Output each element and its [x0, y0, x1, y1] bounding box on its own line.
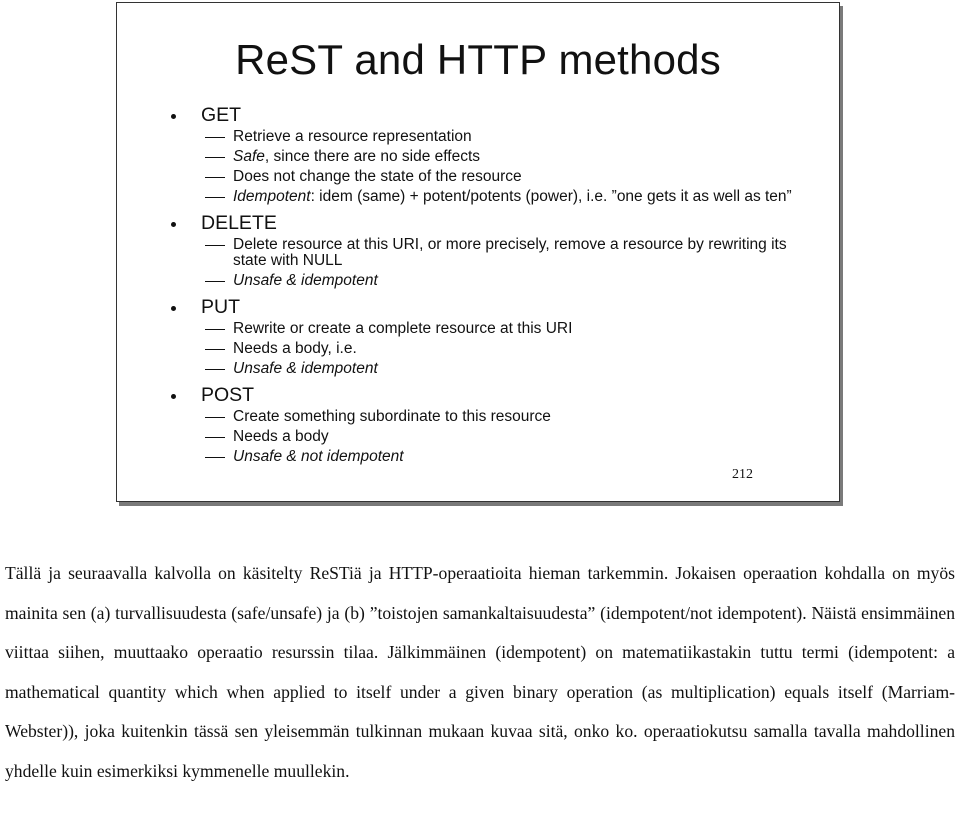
method-details — [169, 319, 819, 379]
method-put — [169, 295, 819, 379]
method-details — [169, 127, 819, 207]
method-get — [169, 103, 819, 207]
method-heading: PUT — [169, 295, 819, 319]
safe-term: Safe — [233, 148, 265, 165]
detail-item: Needs a body — [169, 427, 819, 447]
method-heading: DELETE — [169, 211, 819, 235]
method-list — [169, 99, 819, 467]
detail-item: Unsafe & idempotent — [169, 271, 819, 291]
idempotent-explanation: : idem (same) + potent/potents (power), i.e. ”one gets it as well as ten” — [310, 188, 792, 205]
detail-item: Does not change the state of the resource — [169, 167, 819, 187]
method-details — [169, 235, 819, 291]
detail-item: Delete resource at this URI, or more precisely, remove a resource by rewriting its state with NULL — [169, 235, 819, 271]
slide-number: 212 — [732, 467, 753, 482]
slide-frame — [116, 2, 840, 502]
method-details — [169, 407, 819, 467]
idempotent-term: Idempotent — [233, 188, 311, 205]
detail-item: Rewrite or create a complete resource at this URI — [169, 319, 819, 339]
detail-item: Retrieve a resource representation — [169, 127, 819, 147]
detail-item — [169, 147, 819, 167]
detail-item: Needs a body, i.e. — [169, 339, 819, 359]
method-delete — [169, 211, 819, 291]
method-post — [169, 383, 819, 467]
detail-item: Unsafe & not idempotent — [169, 447, 819, 467]
commentary-paragraph: Tällä ja seuraavalla kalvolla on käsitelty ReSTiä ja HTTP-operaatioita hieman tarkemmin. Jokaisen operaation kohdalla on myös mainita sen (a) turvallisuudesta (safe/unsafe) ja (b) ”toistojen samankaltaisuudesta” (idempotent/not idempotent). Näistä ensimmäinen viittaa siihen, muuttaako operaatio resurssin tilaa. Jälkimmäinen (idempotent) on matematiikastakin tuttu termi (idempotent: a mathematical quantity which when applied to itself under a given binary operation (as multiplication) equals itself (Marriam-Webster)), joka kuitenkin tässä sen yleisemmän tulkinnan mukaan kuvaa sitä, onko ko. operaatiokutsu samalla tavalla mahdollinen yhdelle kuin esimerkiksi kymmenelle muullekin. — [5, 563, 955, 781]
safe-explanation: , since there are no side effects — [264, 148, 481, 165]
method-heading: GET — [169, 103, 819, 127]
method-heading: POST — [169, 383, 819, 407]
detail-item: Unsafe & idempotent — [169, 359, 819, 379]
detail-item — [169, 187, 819, 207]
detail-item: Create something subordinate to this resource — [169, 407, 819, 427]
slide-title: ReST and HTTP methods — [235, 36, 721, 83]
